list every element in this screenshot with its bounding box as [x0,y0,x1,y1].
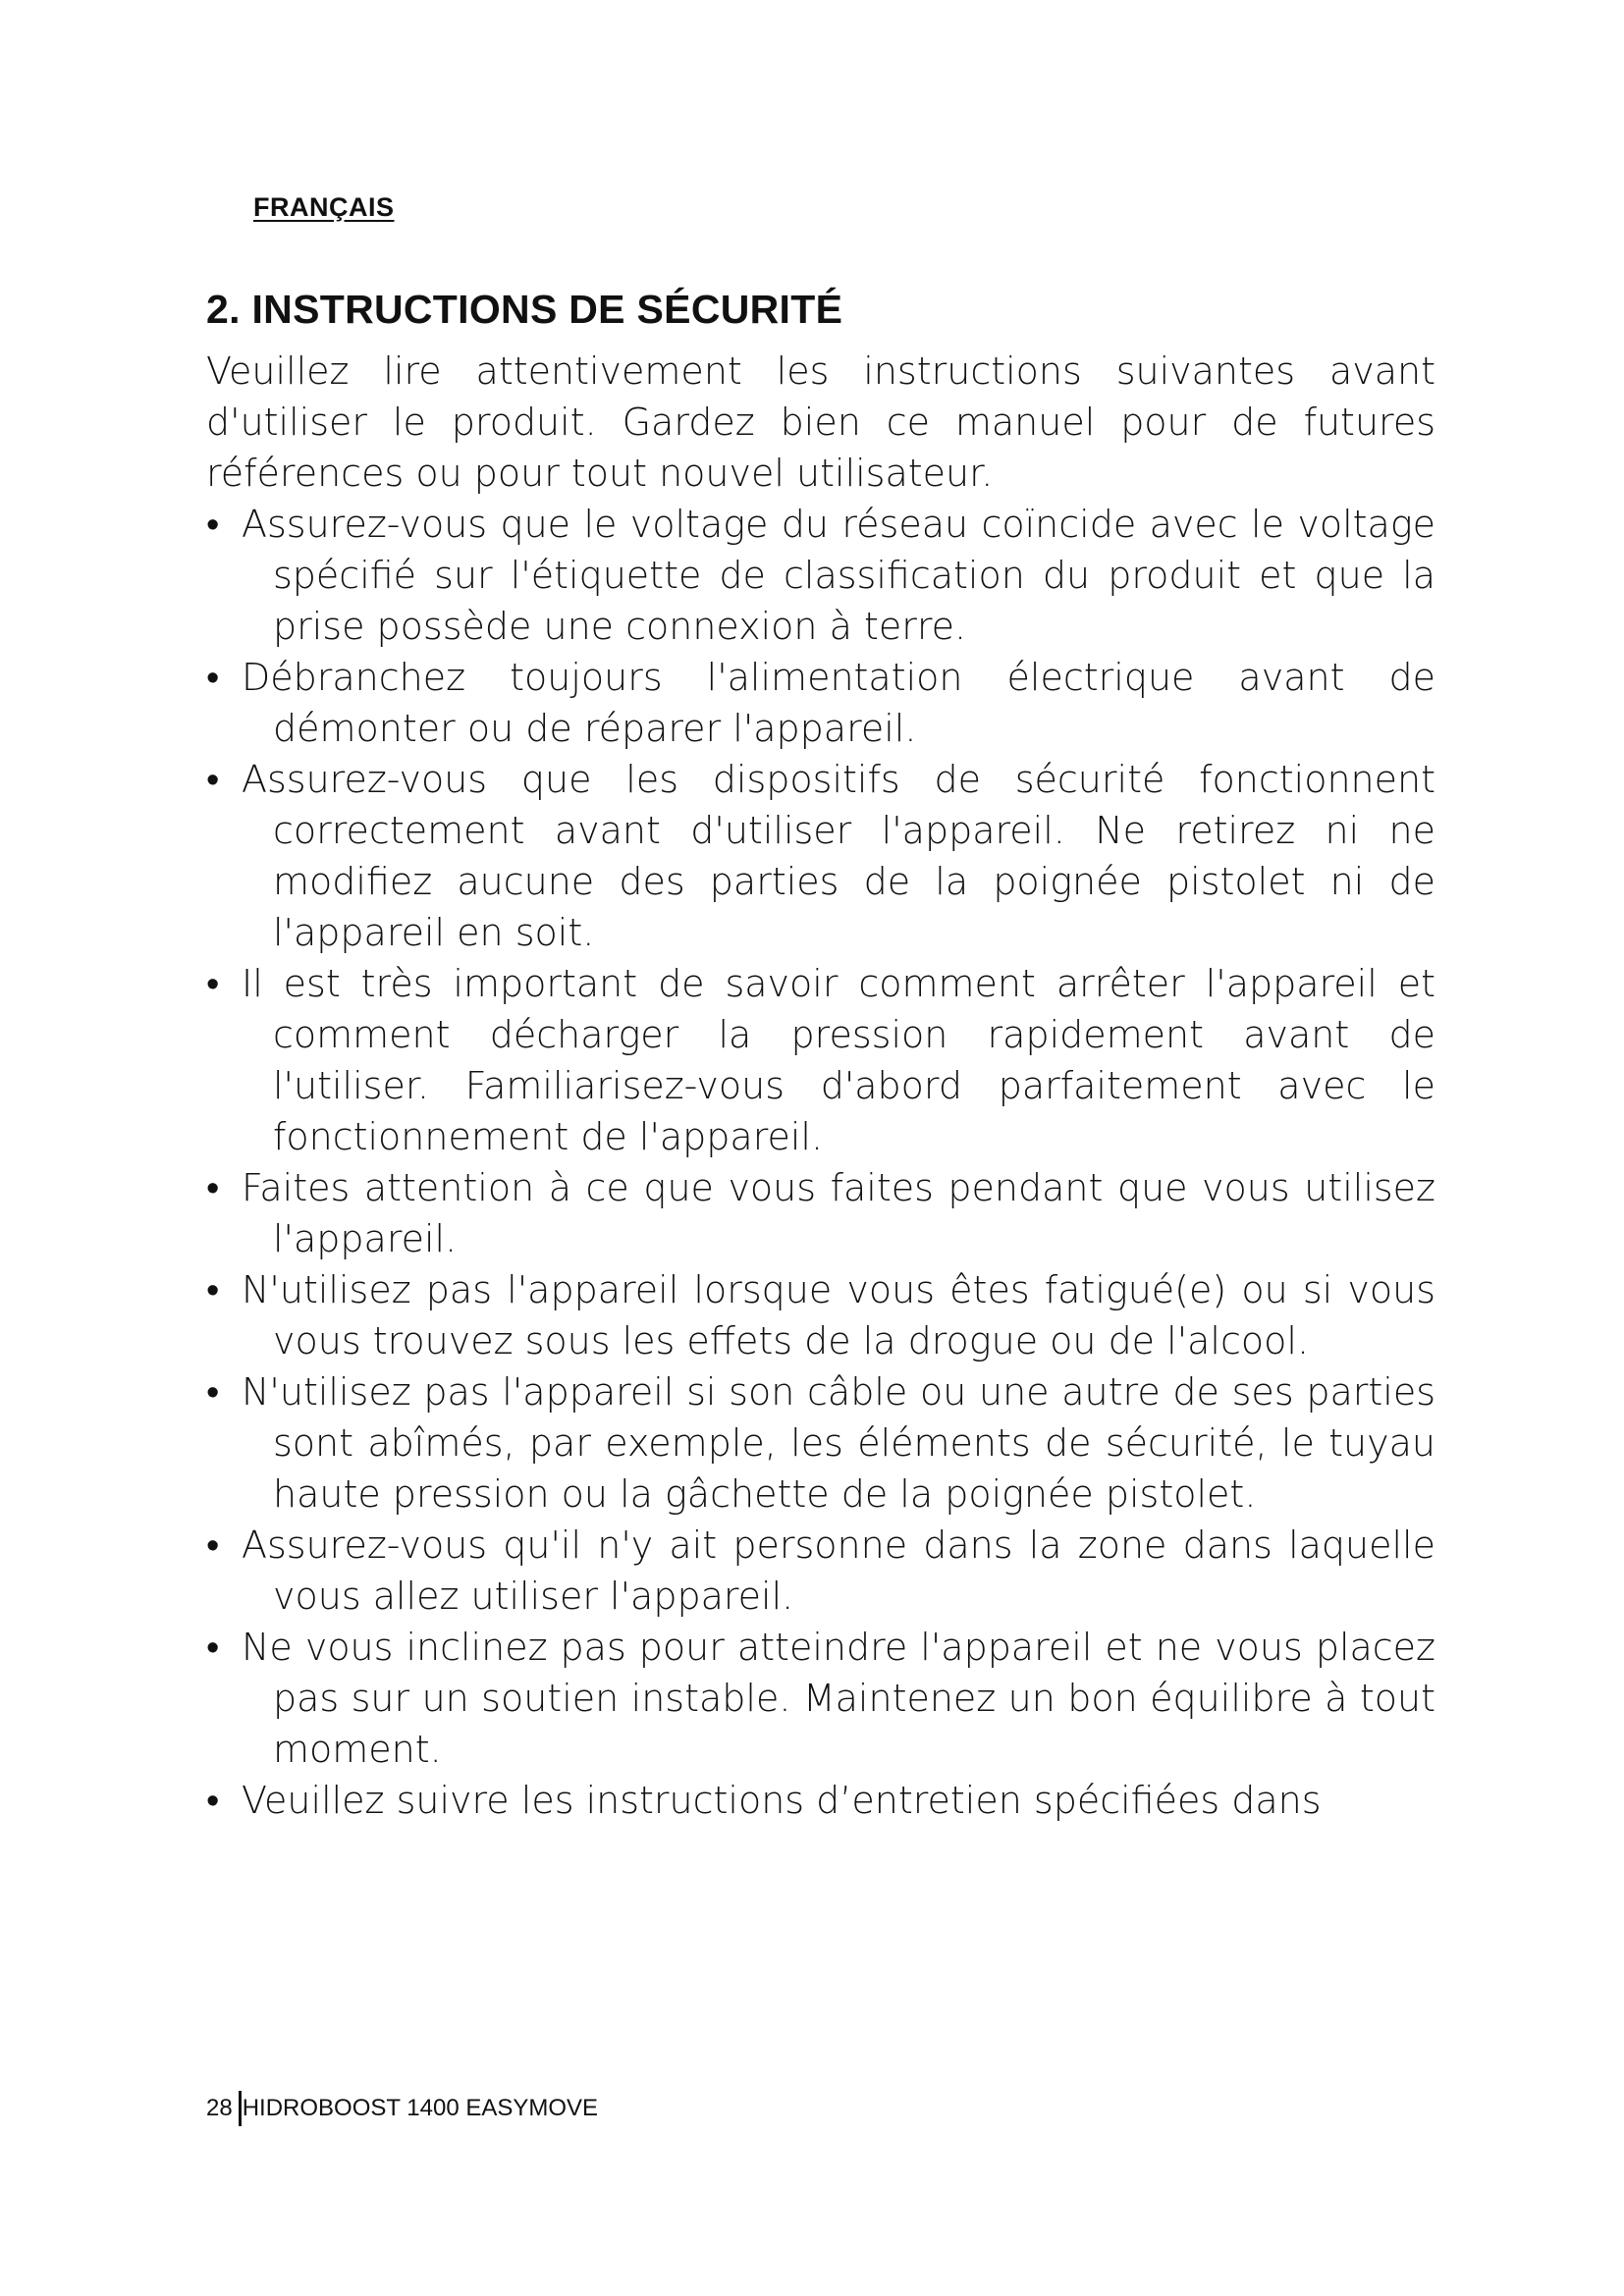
safety-bullet-item [206,958,1435,1162]
page-footer [206,2091,598,2126]
intro-paragraph: Veuillez lire attentivement les instructions suivantes avant d'utiliser le produit. Gardez bien ce manuel pour de futures références ou pour tout nouvel utilisateur. [206,349,1435,495]
bullet-dot-icon: • [206,1626,220,1669]
bullet-text: Assurez-vous qu'il n'y ait personne dans la zone dans laquelle vous allez utiliser l'appareil. [242,1523,1435,1618]
bullet-text: N'utilisez pas l'appareil lorsque vous êtes fatigué(e) ou si vous vous trouvez sous les effets de la drogue ou de l'alcool. [242,1268,1435,1362]
safety-bullet-item [206,754,1435,958]
safety-bullet-item [206,1162,1435,1264]
bullet-dot-icon: • [206,503,220,546]
page-number: 28 [206,2095,233,2121]
bullet-text: Veuillez suivre les instructions d’entretien spécifiées dans [242,1779,1322,1822]
bullet-text: N'utilisez pas l'appareil si son câble ou une autre de ses parties sont abîmés, par exemple, les éléments de sécurité, le tuyau haute pression ou la gâchette de la poignée pistolet. [242,1370,1435,1516]
footer-separator [239,2091,242,2126]
bullet-dot-icon: • [206,962,220,1005]
safety-bullet-list [206,499,1435,1826]
bullet-dot-icon: • [206,1166,220,1209]
bullet-text: Ne vous inclinez pas pour atteindre l'appareil et ne vous placez pas sur un soutien instable. Maintenez un bon équilibre à tout moment. [242,1626,1435,1771]
language-label: FRANÇAIS [253,192,395,222]
bullet-text: Assurez-vous que les dispositifs de sécurité fonctionnent correctement avant d'utiliser l'appareil. Ne retirez ni ne modifiez aucune des parties de la poignée pistolet ni de l'appareil en soit. [242,758,1435,954]
bullet-text: Il est très important de savoir comment arrêter l'appareil et comment décharger la pression rapidement avant de l'utiliser. Familiarisez-vous d'abord parfaitement avec le fonctionnement de l'appareil. [242,962,1435,1158]
bullet-dot-icon: • [206,1268,220,1311]
bullet-dot-icon: • [206,1523,220,1567]
safety-bullet-item [206,1775,1435,1826]
bullet-dot-icon: • [206,656,220,699]
safety-bullet-item [206,1520,1435,1622]
safety-content [206,346,1435,1826]
bullet-text: Faites attention à ce que vous faites pendant que vous utilisez l'appareil. [242,1166,1435,1260]
product-name: HIDROBOOST 1400 EASYMOVE [242,2095,599,2121]
safety-bullet-item [206,499,1435,652]
safety-bullet-item [206,652,1435,754]
safety-bullet-item [206,1366,1435,1520]
bullet-text: Assurez-vous que le voltage du réseau coïncide avec le voltage spécifié sur l'étiquette de classification du produit et que la prise possède une connexion à terre. [242,503,1435,648]
bullet-dot-icon: • [206,758,220,801]
safety-bullet-item [206,1264,1435,1366]
bullet-dot-icon: • [206,1779,220,1822]
section-title: 2. INSTRUCTIONS DE SÉCURITÉ [206,287,843,332]
bullet-dot-icon: • [206,1370,220,1414]
bullet-text: Débranchez toujours l'alimentation électrique avant de démonter ou de réparer l'appareil. [242,656,1435,750]
safety-bullet-item [206,1622,1435,1775]
